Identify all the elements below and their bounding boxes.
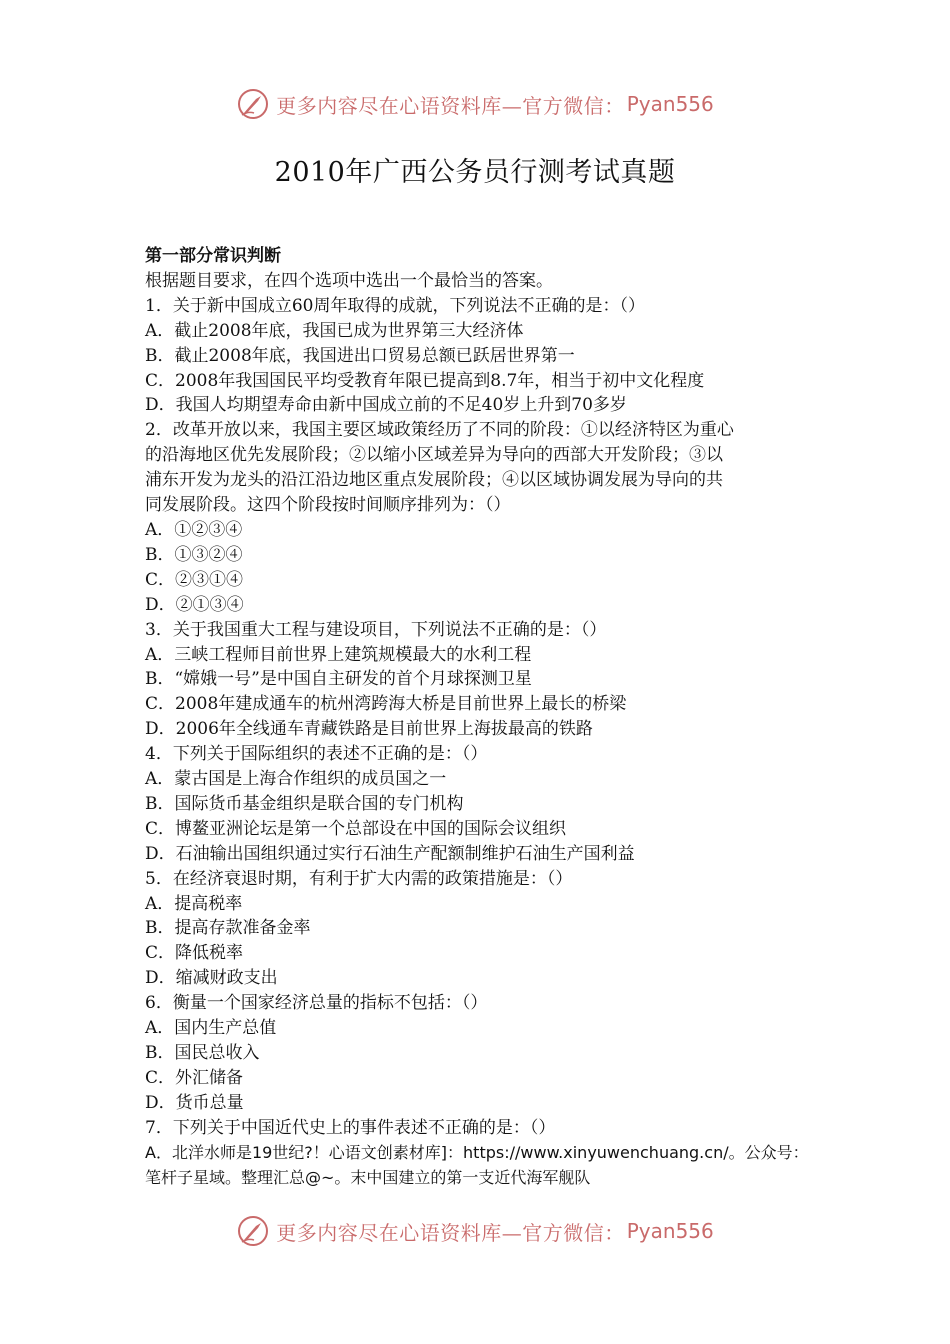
text-line: D．②①③④ [145,594,244,615]
text-line: A．提高税率 [145,893,243,914]
banner-text: 更多内容尽在心语资料库—官方微信： [276,93,625,118]
banner-wechat-id: Pyan556 [626,1219,714,1243]
document-body [145,244,810,1190]
text-line: C．博鳌亚洲论坛是第一个总部设在中国的国际会议组织 [145,818,567,839]
footer-banner [0,1211,950,1251]
text-line: B．提高存款准备金率 [145,918,311,939]
text-line: 1．关于新中国成立60周年取得的成就，下列说法不正确的是：（） [145,295,645,316]
pen-nib-logo-icon [236,1214,270,1248]
last-option-line: A．北洋水师是19世纪?！心语文创素材库]：https://www.xinyuwenchuang.cn/。公众号：笔杆子星域。整理汇总@~。末中国建立的第一支近代海军舰队 [145,1142,809,1187]
text-line: 浦东开发为龙头的沿江沿边地区重点发展阶段；④以区域协调发展为导向的共 [145,470,723,491]
text-line: D．货币总量 [145,1092,244,1113]
text-line: B．截止2008年底，我国进出口贸易总额已跃居世界第一 [145,345,575,366]
text-line: 5．在经济衰退时期，有利于扩大内需的政策措施是：（） [145,868,573,889]
text-line: 6．衡量一个国家经济总量的指标不包括：（） [145,993,488,1014]
text-line: C．外汇储备 [145,1067,244,1088]
text-line: 3．关于我国重大工程与建设项目，下列说法不正确的是：（） [145,619,607,640]
text-line: A．蒙古国是上海合作组织的成员国之一 [145,769,447,790]
text-line: A．国内生产总值 [145,1018,277,1039]
question-list [145,294,810,1141]
text-line: A．①②③④ [145,519,243,540]
text-line: 同发展阶段。这四个阶段按时间顺序排列为：（） [145,495,511,516]
page-title: 2010年广西公务员行测考试真题 [274,157,676,188]
section-heading: 第一部分常识判断 [145,246,281,266]
text-line: B．国际货币基金组织是联合国的专门机构 [145,793,464,814]
text-line: 7．下列关于中国近代史上的事件表述不正确的是：（） [145,1117,556,1138]
text-line: C．降低税率 [145,943,244,964]
text-line: A．三峡工程师目前世界上建筑规模最大的水利工程 [145,644,532,665]
banner-wechat-id: Pyan556 [626,92,714,116]
text-line: B．国民总收入 [145,1043,260,1063]
text-line: C．②③①④ [145,569,244,590]
text-line: 的沿海地区优先发展阶段；②以缩小区域差异为导向的西部大开发阶段；③以 [145,445,723,466]
text-line: B．“嫦娥一号”是中国自主研发的首个月球探测卫星 [145,669,532,690]
text-line: C．2008年建成通车的杭州湾跨海大桥是目前世界上最长的桥梁 [145,694,627,715]
text-line: A．截止2008年底，我国已成为世界第三大经济体 [145,320,524,341]
text-line: 4．下列关于国际组织的表述不正确的是：（） [145,744,488,765]
text-line: D．我国人均期望寿命由新中国成立前的不足40岁上升到70多岁 [145,395,627,416]
text-line: C．2008年我国国民平均受教育年限已提高到8.7年，相当于初中文化程度 [145,370,705,391]
text-line: D．2006年全线通车青藏铁路是目前世界上海拔最高的铁路 [145,719,593,740]
pen-nib-logo-icon [236,87,270,121]
header-banner [0,84,950,124]
banner-text: 更多内容尽在心语资料库—官方微信： [276,1220,625,1245]
text-line: D．缩减财政支出 [145,968,278,989]
text-line: 2．改革开放以来，我国主要区域政策经历了不同的阶段：①以经济特区为重心 [145,420,734,441]
instructions: 根据题目要求，在四个选项中选出一个最恰当的答案。 [145,270,553,291]
text-line: B．①③②④ [145,544,243,565]
text-line: D．石油输出国组织通过实行石油生产配额制维护石油生产国利益 [145,843,635,864]
